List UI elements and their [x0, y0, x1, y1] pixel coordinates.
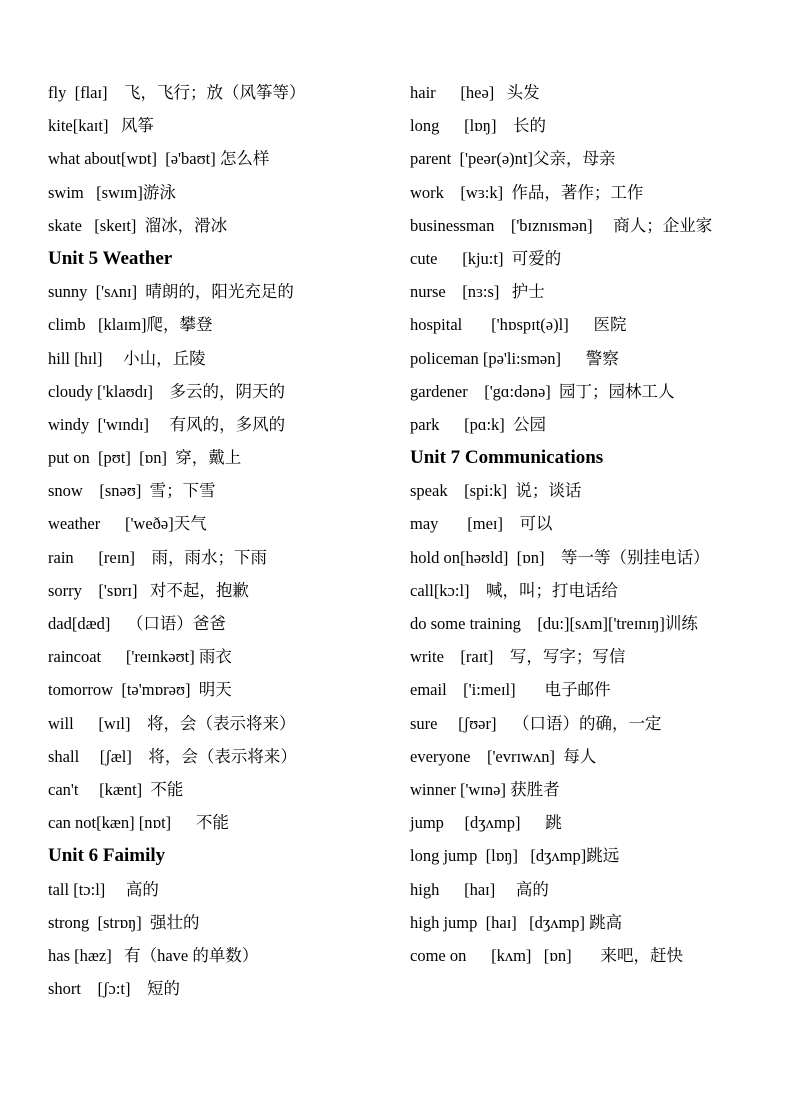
vocabulary-column-left — [48, 76, 398, 1005]
unit-heading: Unit 6 Faimily — [48, 845, 166, 867]
vocab-entry: may [meɪ] 可以 — [410, 514, 553, 534]
vocab-entry: sure [ʃʊər] （口语）的确，一定 — [410, 713, 662, 733]
vocab-entry: has [hæz] 有（have 的单数） — [48, 945, 259, 965]
vocab-entry: can't [kænt] 不能 — [48, 779, 184, 799]
vocab-entry: cloudy ['klaʊdɪ] 多云的，阴天的 — [48, 381, 286, 401]
unit-heading: Unit 5 Weather — [48, 247, 173, 269]
vocab-entry: gardener ['gɑ:dənə] 园丁；园林工人 — [410, 381, 675, 401]
vocab-entry: skate [skeɪt] 溜冰，滑冰 — [48, 215, 228, 235]
vocab-entry: parent ['peər(ə)nt]父亲，母亲 — [410, 149, 616, 169]
vocab-entry: jump [dʒʌmp] 跳 — [410, 813, 562, 833]
vocab-entry: everyone ['evrɪwʌn] 每人 — [410, 746, 597, 766]
vocab-entry: fly [flaɪ] 飞，飞行；放（风筝等） — [48, 83, 306, 102]
vocab-entry: tall [tɔ:l] 高的 — [48, 879, 159, 899]
vocab-entry: call[kɔ:l] 喊，叫；打电话给 — [410, 580, 619, 600]
vocab-entry: high jump [haɪ] [dʒʌmp] 跳高 — [410, 912, 623, 932]
vocab-entry: windy ['wɪndɪ] 有风的，多风的 — [48, 414, 286, 434]
vocab-entry: will [wɪl] 将，会（表示将来） — [48, 713, 296, 733]
vocab-entry: sorry ['sɒrɪ] 对不起，抱歉 — [48, 580, 249, 600]
vocab-entry: long jump [lɒŋ] [dʒʌmp]跳远 — [410, 846, 620, 866]
vocab-entry: climb [klaɪm]爬，攀登 — [48, 315, 213, 335]
vocab-entry: hold on[həʊld] [ɒn] 等一等（别挂电话） — [410, 547, 710, 567]
vocab-entry: tomorrow [tə'mɒrəʊ] 明天 — [48, 680, 232, 700]
vocab-entry: cute [kju:t] 可爱的 — [410, 248, 562, 268]
vocab-entry: winner ['wɪnə] 获胜者 — [410, 779, 560, 799]
vocab-entry: swim [swɪm]游泳 — [48, 182, 176, 202]
vocab-entry: write [raɪt] 写，写字；写信 — [410, 647, 626, 667]
vocab-entry: long [lɒŋ] 长的 — [410, 116, 546, 136]
vocab-entry: work [wɜ:k] 作品，著作；工作 — [410, 182, 644, 202]
vocab-entry: dad[dæd] （口语）爸爸 — [48, 614, 226, 633]
vocab-entry: strong [strɒŋ] 强壮的 — [48, 912, 200, 932]
vocab-entry: kite[kaɪt] 风筝 — [48, 116, 154, 136]
vocab-entry: policeman [pə'li:smən] 警察 — [410, 348, 619, 368]
vocab-entry: hair [heə] 头发 — [410, 83, 540, 102]
vocab-entry: email ['i:meɪl] 电子邮件 — [410, 680, 611, 700]
vocab-entry: speak [spi:k] 说；谈话 — [410, 481, 582, 501]
vocab-entry: sunny ['sʌnɪ] 晴朗的，阳光充足的 — [48, 282, 294, 302]
vocab-entry: hill [hɪl] 小山，丘陵 — [48, 348, 206, 368]
vocab-entry: do some training [du:][sʌm]['treɪnɪŋ]训练 — [410, 614, 698, 633]
vocab-entry: high [haɪ] 高的 — [410, 879, 549, 899]
vocab-entry: put on [pʊt] [ɒn] 穿，戴上 — [48, 448, 242, 468]
unit-heading: Unit 7 Communications — [410, 447, 604, 469]
vocab-entry: what about[wɒt] [ə'baʊt] 怎么样 — [48, 149, 270, 169]
vocab-entry: can not[kæn] [nɒt] 不能 — [48, 813, 229, 833]
vocab-entry: businessman ['bɪznɪsmən] 商人；企业家 — [410, 215, 713, 235]
vocab-entry: hospital ['hɒspɪt(ə)l] 医院 — [410, 315, 627, 335]
vocab-entry: weather ['weðə]天气 — [48, 514, 207, 534]
vocabulary-column-right — [410, 76, 770, 972]
vocab-entry: short [ʃɔ:t] 短的 — [48, 979, 180, 999]
vocab-entry: raincoat ['reɪnkəʊt] 雨衣 — [48, 647, 232, 667]
vocab-entry: park [pɑ:k] 公园 — [410, 414, 547, 434]
vocab-entry: rain [reɪn] 雨，雨水；下雨 — [48, 547, 268, 567]
vocab-entry: come on [kʌm] [ɒn] 来吧，赶快 — [410, 945, 684, 965]
vocab-entry: nurse [nɜ:s] 护士 — [410, 282, 545, 302]
vocab-entry: shall [ʃæl] 将，会（表示将来） — [48, 746, 297, 766]
vocab-entry: snow [snəʊ] 雪；下雪 — [48, 481, 216, 501]
